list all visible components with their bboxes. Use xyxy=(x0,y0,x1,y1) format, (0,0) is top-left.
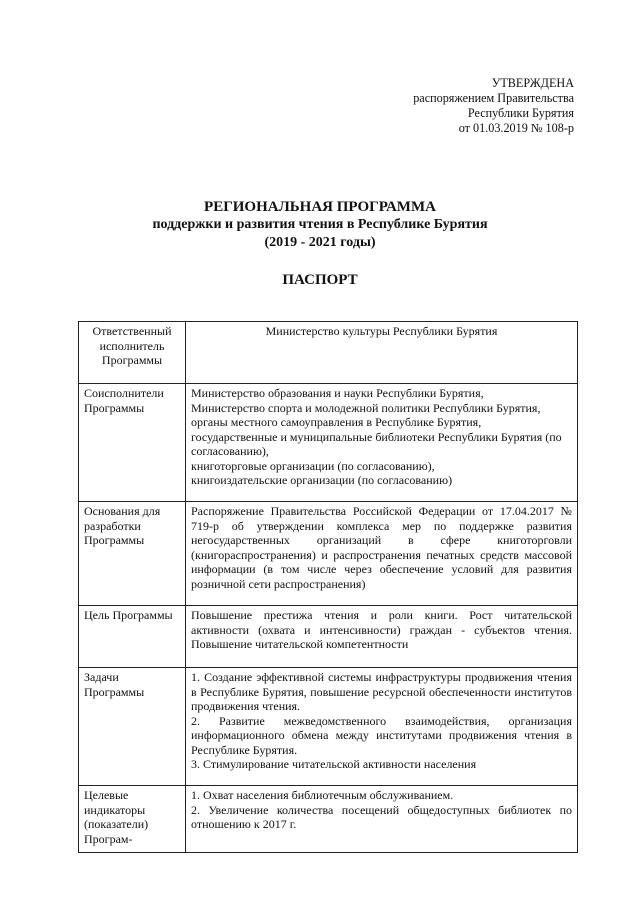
content-line: Министерство культуры Республики Бурятия xyxy=(265,324,498,338)
row-label: Целевые индикаторы (показатели) Програм- xyxy=(79,786,186,853)
row-label: Задачи Программы xyxy=(79,668,186,786)
content-line: 1. Охват населения библиотечным обслуживанием. xyxy=(191,788,454,802)
row-label: Ответственный исполнитель Программы xyxy=(79,322,186,384)
approval-line-3: Республики Бурятия xyxy=(467,106,574,120)
passport-table xyxy=(78,321,578,853)
content-line: книготорговые организации (по согласованию), xyxy=(191,458,435,473)
content-line: 1. Создание эффективной системы инфраструктуры продвижения чтения в Республике Бурятия, повышение ресурсной обеспеченности институтов продвижения чтения. xyxy=(191,670,572,713)
row-label: Соисполнители Программы xyxy=(79,384,186,502)
row-label: Цель Программы xyxy=(79,606,186,668)
document-title xyxy=(0,198,640,252)
title-line-3: (2019 - 2021 годы) xyxy=(264,235,376,250)
approval-line-4: от 01.03.2019 № 108-р xyxy=(458,121,574,135)
table-row xyxy=(79,322,578,384)
content-line: 2. Развитие межведомственного взаимодействия, организация информационного обмена между институтами продвижения чтения в Республике Бурятия. xyxy=(191,713,572,757)
content-line: государственные и муниципальные библиотеки Республики Бурятия (по согласованию), xyxy=(191,429,562,458)
approval-line-1: УТВЕРЖДЕНА xyxy=(491,76,574,90)
table-row xyxy=(79,384,578,502)
table-row xyxy=(79,502,578,606)
row-content xyxy=(186,606,578,668)
content-line: 2. Увеличение количества посещений общедоступных библиотек по отношению к 2017 г. xyxy=(191,802,572,831)
approval-line-2: распоряжением Правительства xyxy=(413,91,574,105)
table-row xyxy=(79,606,578,668)
approval-stamp xyxy=(413,76,574,136)
row-content xyxy=(186,384,578,502)
content-line: Министерство спорта и молодежной политики Республики Бурятия, xyxy=(191,400,541,415)
content-line: книгоиздательские организации (по согласованию) xyxy=(191,473,453,487)
row-content xyxy=(186,668,578,786)
row-content xyxy=(186,786,578,853)
table-row xyxy=(79,668,578,786)
row-content xyxy=(186,322,578,384)
passport-heading: ПАСПОРТ xyxy=(282,272,358,288)
content-line: Министерство образования и науки Республики Бурятия, xyxy=(191,386,484,400)
title-line-2: поддержки и развития чтения в Республике Бурятия xyxy=(152,217,488,232)
content-line: Распоряжение Правительства Российской Федерации от 17.04.2017 № 719-р об утверждении комплекса мер по поддержке развития негосударственных организаций в сфере книготорговли (книгораспространения) и распространения печатных средств массовой информации (в том числе через обеспечение условий для развития розничной сети распространения) xyxy=(191,504,572,591)
content-line: органы местного самоуправления в Республике Бурятия, xyxy=(191,415,482,429)
table-row xyxy=(79,786,578,853)
content-line: Повышение престижа чтения и роли книги. Рост читательской активности (охвата и интенсивности) граждан - субъектов чтения. Повышение читательской компетентности xyxy=(191,608,572,651)
content-line: 3. Стимулирование читательской активности населения xyxy=(191,757,477,771)
row-label: Основания для разработки Программы xyxy=(79,502,186,606)
title-line-1: РЕГИОНАЛЬНАЯ ПРОГРАММА xyxy=(204,199,436,215)
row-content xyxy=(186,502,578,606)
